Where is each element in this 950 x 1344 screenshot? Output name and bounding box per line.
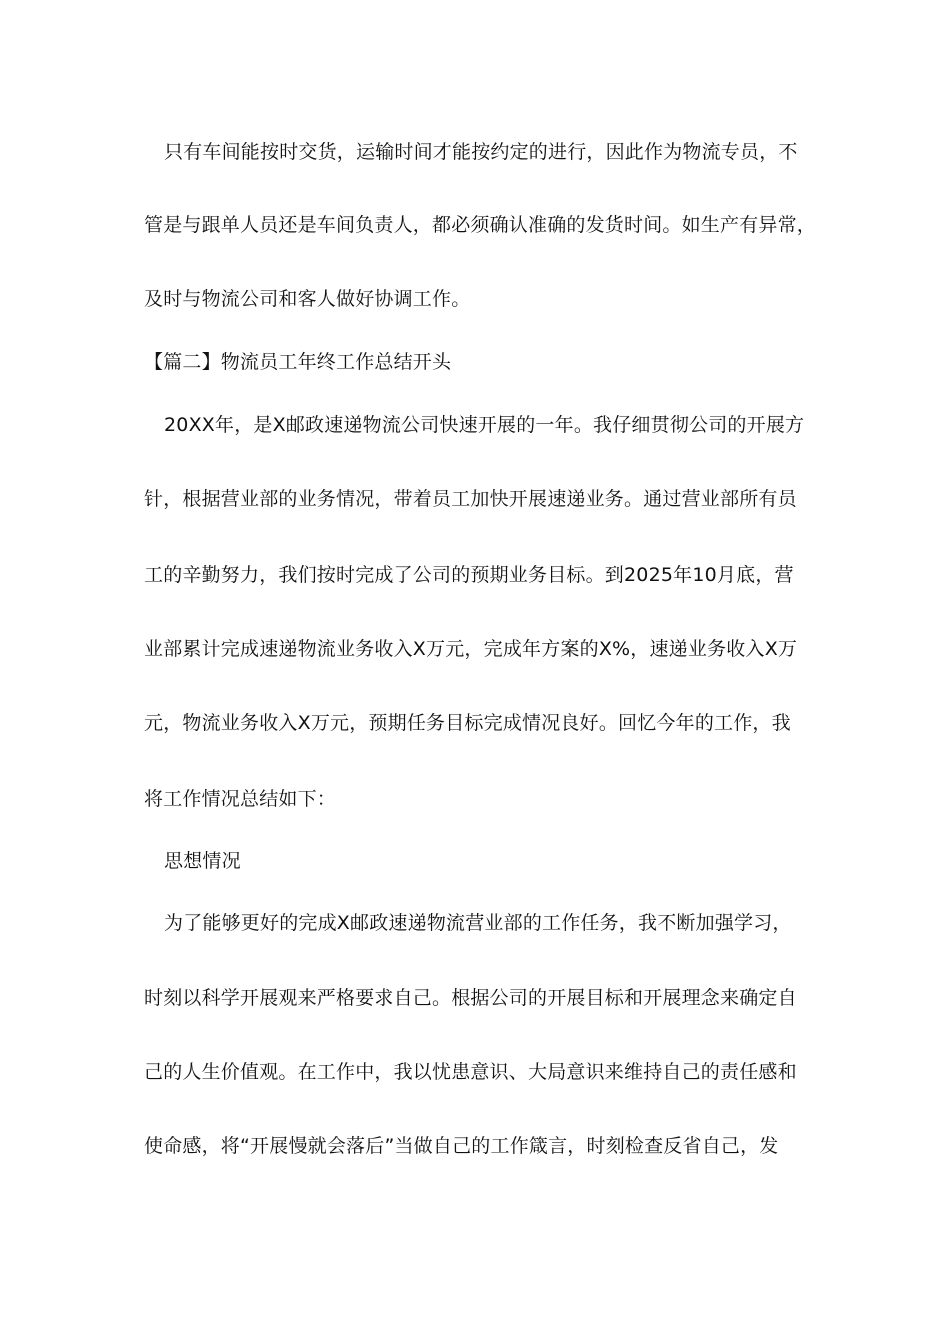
section-heading: 【篇二】物流员工年终工作总结开头 <box>144 351 452 373</box>
paragraph-line: 为了能够更好的完成X邮政速递物流营业部的工作任务，我不断加强学习， <box>164 912 792 934</box>
paragraph-line: 业部累计完成速递物流业务收入X万元，完成年方案的X%，速递业务收入X万 <box>144 638 798 660</box>
paragraph-line: 使命感，将“开展慢就会落后”当做自己的工作箴言，时刻检查反省自己，发 <box>144 1135 779 1157</box>
paragraph-line: 针，根据营业部的业务情况，带着员工加快开展速递业务。通过营业部所有员 <box>144 488 797 510</box>
paragraph-line: 及时与物流公司和客人做好协调工作。 <box>144 288 471 310</box>
paragraph-line: 将工作情况总结如下： <box>144 788 337 810</box>
paragraph-line: 己的人生价值观。在工作中，我以忧患意识、大局意识来维持自己的责任感和 <box>144 1061 797 1083</box>
paragraph-line: 管是与跟单人员还是车间负责人，都必须确认准确的发货时间。如生产有异常， <box>144 214 817 236</box>
paragraph-line: 只有车间能按时交货，运输时间才能按约定的进行，因此作为物流专员，不 <box>164 141 798 163</box>
subsection-heading: 思想情况 <box>164 850 241 872</box>
paragraph-line: 元，物流业务收入X万元，预期任务目标完成情况良好。回忆今年的工作，我 <box>144 712 791 734</box>
paragraph-line: 20XX年，是X邮政速递物流公司快速开展的一年。我仔细贯彻公司的开展方 <box>164 414 805 436</box>
paragraph-line: 时刻以科学开展观来严格要求自己。根据公司的开展目标和开展理念来确定自 <box>144 987 797 1009</box>
paragraph-line: 工的辛勤努力，我们按时完成了公司的预期业务目标。到2025年10月底，营 <box>144 564 794 586</box>
